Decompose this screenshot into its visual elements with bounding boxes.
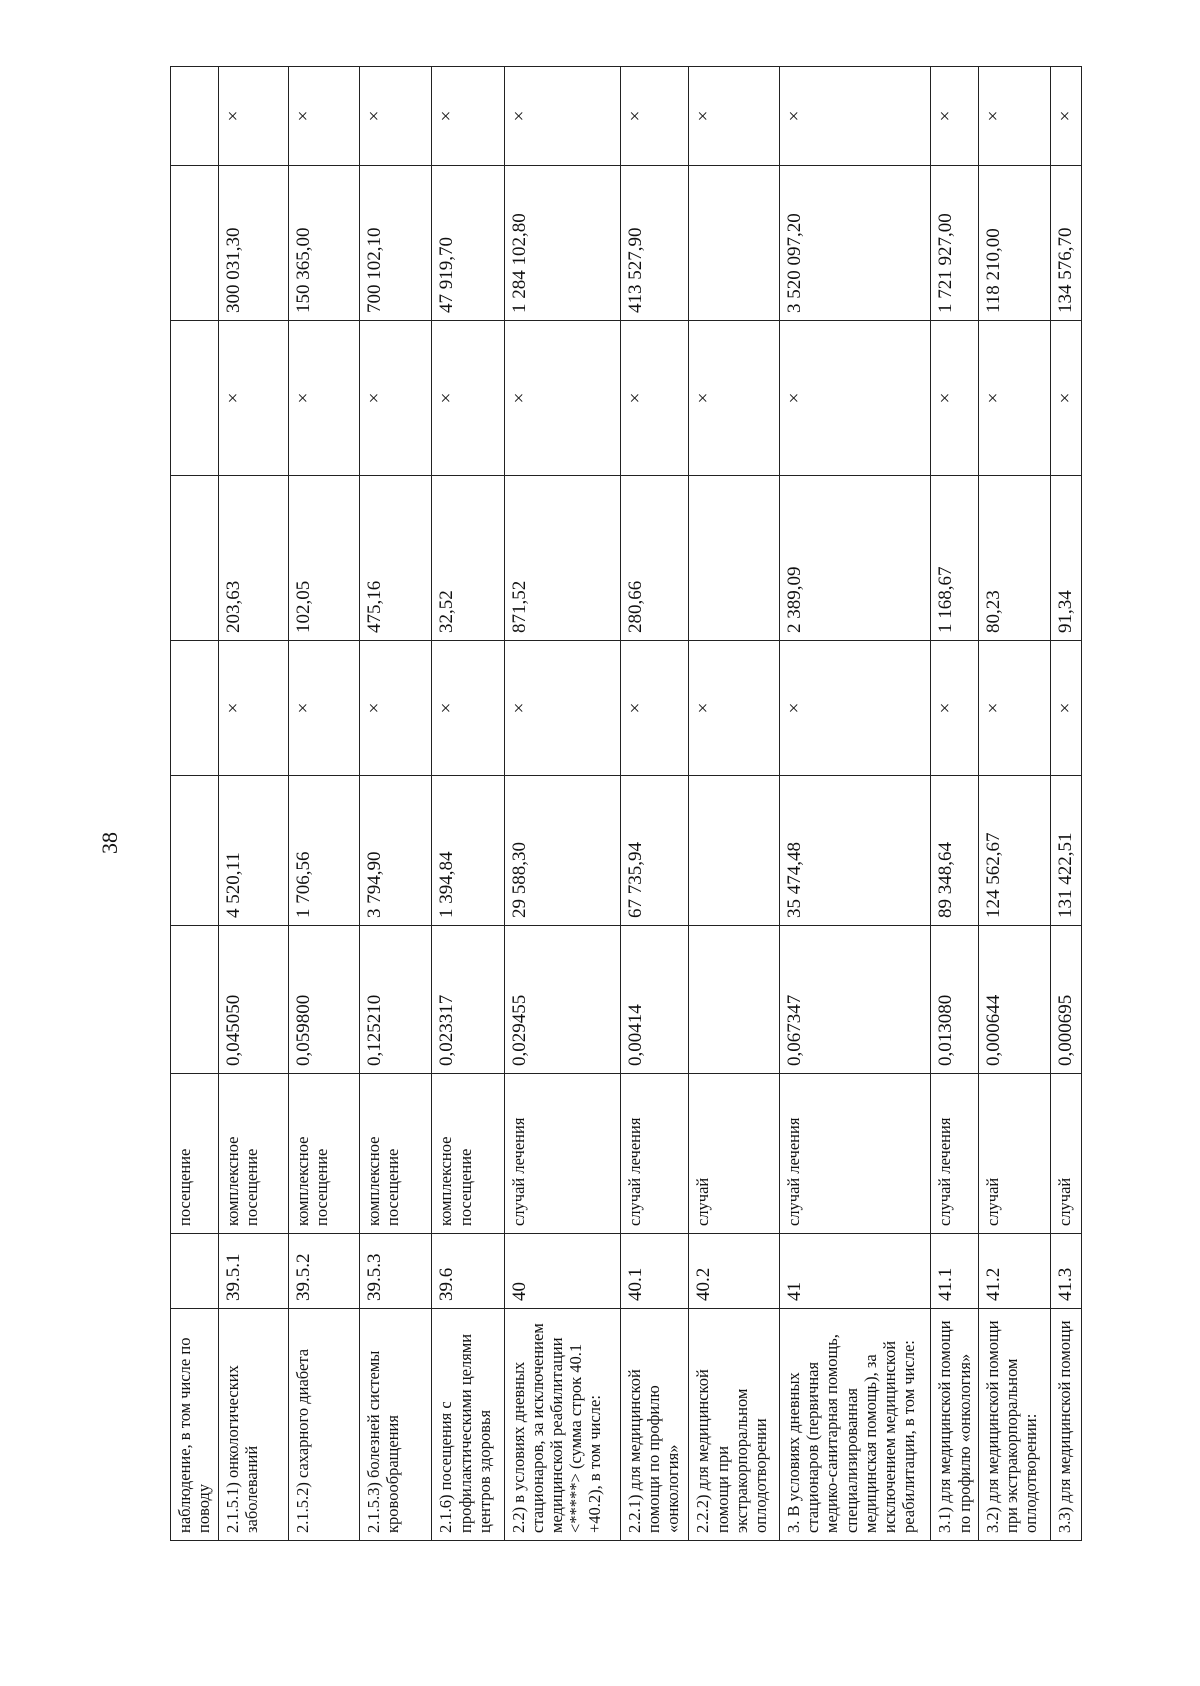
row-c9: 150 365,00: [289, 166, 360, 321]
row-cost: [689, 776, 780, 926]
row-c10: ×: [432, 67, 505, 166]
row-c10: ×: [359, 67, 432, 166]
row-c7: 32,52: [432, 476, 505, 641]
row-c6: ×: [780, 641, 931, 776]
row-cost: 131 422,51: [1050, 776, 1081, 926]
row-c8: ×: [620, 321, 689, 476]
row-name: 2.2.2) для медицинской помощи при экстракорпоральном оплодотворении: [689, 1309, 780, 1541]
row-norm: 0,125210: [359, 926, 432, 1074]
row-c7: 871,52: [504, 476, 620, 641]
table-row: [689, 67, 780, 1541]
table-row: [432, 67, 505, 1541]
row-c9: 134 576,70: [1050, 166, 1081, 321]
row-cost: 67 735,94: [620, 776, 689, 926]
row-c7: 80,23: [979, 476, 1051, 641]
table-row: [931, 67, 979, 1541]
row-c7: 280,66: [620, 476, 689, 641]
row-c8: ×: [780, 321, 931, 476]
row-c6: ×: [620, 641, 689, 776]
row-code: 39.6: [432, 1234, 505, 1309]
row-cost: 89 348,64: [931, 776, 979, 926]
table-row: [620, 67, 689, 1541]
row-cost: 35 474,48: [780, 776, 931, 926]
row-code: 41: [780, 1234, 931, 1309]
table-row: [171, 67, 219, 1541]
row-unit: случай: [1050, 1074, 1081, 1234]
row-c6: ×: [218, 641, 289, 776]
row-c7: 102,05: [289, 476, 360, 641]
row-name: 3.2) для медицинской помощи при экстракорпоральном оплодотворении:: [979, 1309, 1051, 1541]
row-name: 2.2.1) для медицинской помощи по профилю «онкология»: [620, 1309, 689, 1541]
row-c9: 300 031,30: [218, 166, 289, 321]
row-norm: [689, 926, 780, 1074]
table-row: [504, 67, 620, 1541]
row-c8: ×: [689, 321, 780, 476]
row-c6: ×: [931, 641, 979, 776]
row-norm: 0,013080: [931, 926, 979, 1074]
row-name: 2.1.5.3) болезней системы кровообращения: [359, 1309, 432, 1541]
row-norm: 0,000695: [1050, 926, 1081, 1074]
row-cost: 4 520,11: [218, 776, 289, 926]
row-unit: комплексное посещение: [218, 1074, 289, 1234]
row-c10: ×: [931, 67, 979, 166]
row-c10: [171, 67, 219, 166]
row-code: 41.3: [1050, 1234, 1081, 1309]
table-row: [289, 67, 360, 1541]
row-c8: ×: [218, 321, 289, 476]
row-code: 39.5.2: [289, 1234, 360, 1309]
row-unit: случай: [979, 1074, 1051, 1234]
row-c10: ×: [689, 67, 780, 166]
page-number: 38: [97, 832, 122, 854]
row-norm: 0,067347: [780, 926, 931, 1074]
row-code: 40.1: [620, 1234, 689, 1309]
row-c9: 1 721 927,00: [931, 166, 979, 321]
row-c8: [171, 321, 219, 476]
row-c10: ×: [620, 67, 689, 166]
row-c7: [171, 476, 219, 641]
row-name: 2.1.5.2) сахарного диабета: [289, 1309, 360, 1541]
row-c7: 2 389,09: [780, 476, 931, 641]
table-row: [359, 67, 432, 1541]
row-c6: ×: [1050, 641, 1081, 776]
table-row: [979, 67, 1051, 1541]
row-c9: [689, 166, 780, 321]
row-c8: ×: [359, 321, 432, 476]
row-c10: ×: [979, 67, 1051, 166]
row-unit: случай лечения: [620, 1074, 689, 1234]
row-c9: 118 210,00: [979, 166, 1051, 321]
row-c10: ×: [1050, 67, 1081, 166]
row-c8: ×: [931, 321, 979, 476]
row-code: 40: [504, 1234, 620, 1309]
row-c8: ×: [432, 321, 505, 476]
row-c6: ×: [359, 641, 432, 776]
row-name: 3.3) для медицинской помощи: [1050, 1309, 1081, 1541]
row-c9: 3 520 097,20: [780, 166, 931, 321]
row-c9: 1 284 102,80: [504, 166, 620, 321]
row-c6: [171, 641, 219, 776]
row-name: 2.2) в условиях дневных стационаров, за исключением медицинской реабилитации <*****> (сумма строк 40.1 +40.2), в том числе:: [504, 1309, 620, 1541]
row-c9: [171, 166, 219, 321]
row-c7: [689, 476, 780, 641]
row-c8: ×: [504, 321, 620, 476]
row-c6: ×: [689, 641, 780, 776]
row-norm: 0,059800: [289, 926, 360, 1074]
table-container: [170, 67, 1082, 1541]
row-c8: ×: [1050, 321, 1081, 476]
row-name: 2.1.5.1) онкологических заболеваний: [218, 1309, 289, 1541]
row-cost: 1 394,84: [432, 776, 505, 926]
row-name: наблюдение, в том числе по поводу: [171, 1309, 219, 1541]
row-code: 41.2: [979, 1234, 1051, 1309]
row-c6: ×: [289, 641, 360, 776]
row-cost: [171, 776, 219, 926]
row-norm: 0,045050: [218, 926, 289, 1074]
row-code: 41.1: [931, 1234, 979, 1309]
row-cost: 29 588,30: [504, 776, 620, 926]
row-c7: 203,63: [218, 476, 289, 641]
row-code: 40.2: [689, 1234, 780, 1309]
row-c6: ×: [979, 641, 1051, 776]
row-unit: случай лечения: [504, 1074, 620, 1234]
row-c6: ×: [504, 641, 620, 776]
row-c8: ×: [979, 321, 1051, 476]
row-code: 39.5.1: [218, 1234, 289, 1309]
row-norm: 0,023317: [432, 926, 505, 1074]
row-c10: ×: [780, 67, 931, 166]
table-row: [1050, 67, 1081, 1541]
row-code: 39.5.3: [359, 1234, 432, 1309]
row-c7: 1 168,67: [931, 476, 979, 641]
row-unit: посещение: [171, 1074, 219, 1234]
row-code: [171, 1234, 219, 1309]
row-norm: 0,029455: [504, 926, 620, 1074]
row-unit: комплексное посещение: [359, 1074, 432, 1234]
row-c7: 91,34: [1050, 476, 1081, 641]
row-norm: 0,00414: [620, 926, 689, 1074]
data-table: [170, 66, 1082, 1541]
row-unit: случай лечения: [780, 1074, 931, 1234]
row-unit: случай лечения: [931, 1074, 979, 1234]
row-cost: 3 794,90: [359, 776, 432, 926]
row-norm: 0,000644: [979, 926, 1051, 1074]
row-c8: ×: [289, 321, 360, 476]
row-unit: случай: [689, 1074, 780, 1234]
row-name: 3. В условиях дневных стационаров (первичная медико-санитарная помощь, специализированная медицинская помощь), за исключением медицинской реабилитации, в том числе:: [780, 1309, 931, 1541]
row-cost: 124 562,67: [979, 776, 1051, 926]
row-c10: ×: [289, 67, 360, 166]
row-c6: ×: [432, 641, 505, 776]
table-row: [218, 67, 289, 1541]
row-c10: ×: [504, 67, 620, 166]
row-c9: 700 102,10: [359, 166, 432, 321]
row-cost: 1 706,56: [289, 776, 360, 926]
row-unit: комплексное посещение: [432, 1074, 505, 1234]
row-c9: 47 919,70: [432, 166, 505, 321]
row-unit: комплексное посещение: [289, 1074, 360, 1234]
row-name: 3.1) для медицинской помощи по профилю «онкология»: [931, 1309, 979, 1541]
row-norm: [171, 926, 219, 1074]
row-c10: ×: [218, 67, 289, 166]
row-name: 2.1.6) посещения с профилактическими целями центров здоровья: [432, 1309, 505, 1541]
row-c7: 475,16: [359, 476, 432, 641]
table-row: [780, 67, 931, 1541]
row-c9: 413 527,90: [620, 166, 689, 321]
